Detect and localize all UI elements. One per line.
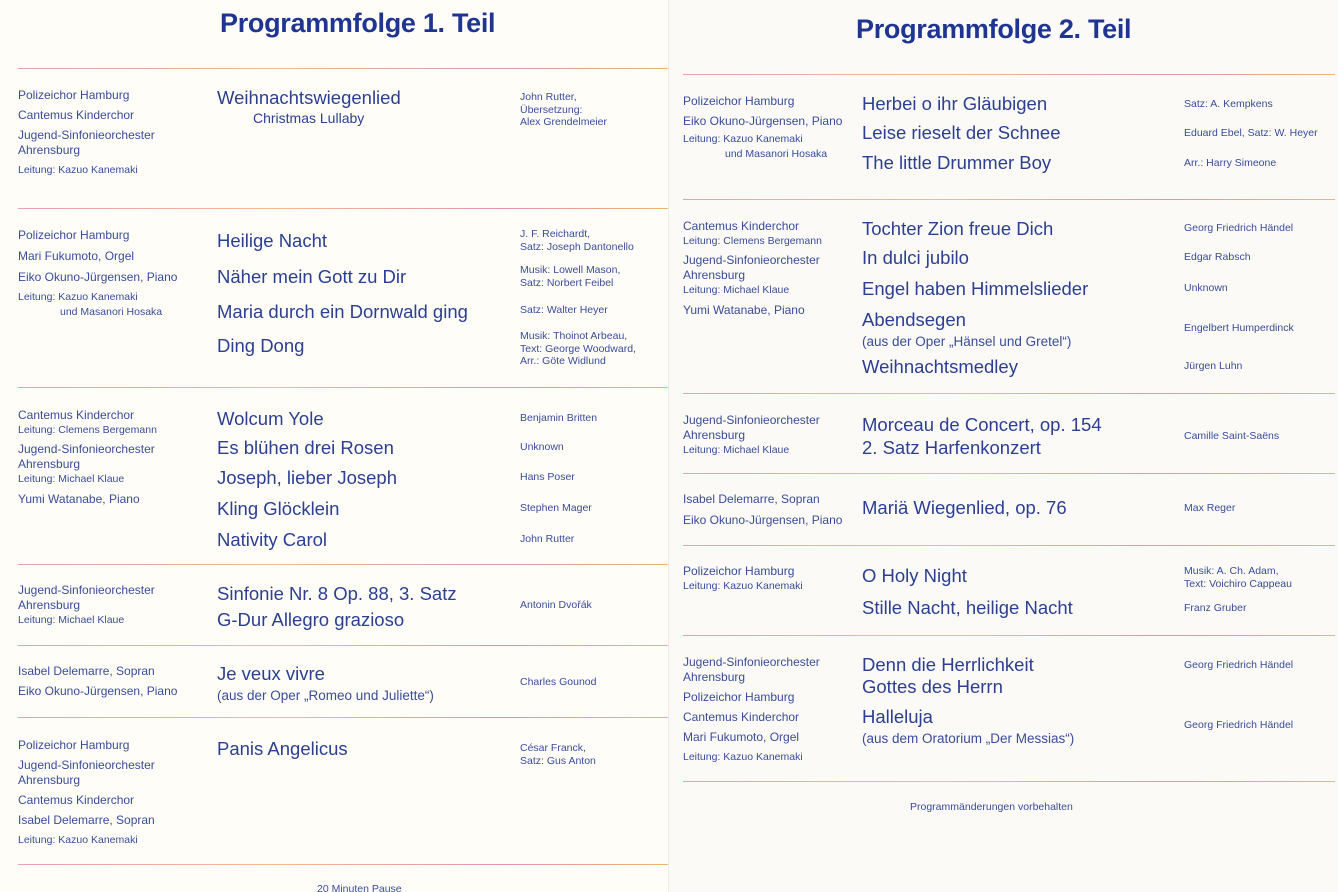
divider [683,545,1335,546]
conductor: Leitung: Michael Klaue [683,444,790,456]
piece-title: Herbei o ihr Gläubigen [862,93,1048,114]
divider [18,645,668,646]
conductor: Leitung: Kazuo Kanemaki [18,164,138,176]
composer: Benjamin Britten [520,412,598,424]
performer: Yumi Watanabe, Piano [18,492,140,506]
composer: Unknown [1184,282,1228,294]
divider [18,208,668,209]
divider [18,564,668,565]
performer: Mari Fukumoto, Orgel [683,730,800,744]
composer [1184,565,1292,590]
performer: Jugend-Sinfonieorchester [18,442,155,456]
performer: Ahrensburg [18,773,81,787]
piece-title: Abendsegen [862,309,966,330]
performer: Cantemus Kinderchor [683,219,800,233]
performers [18,228,177,320]
divider [683,473,1335,474]
composer-line: Arr.: Göte Widlund [520,355,606,367]
composer [520,264,620,289]
piece-subtitle: (aus der Oper „Romeo und Juliette“) [217,688,434,703]
piece-title: Mariä Wiegenlied, op. 76 [862,497,1067,518]
composer-line: Übersetzung: [520,103,583,116]
piece-title: Engel haben Himmelslieder [862,278,1089,299]
composer: Franz Gruber [1184,602,1247,614]
performer: Eiko Okuno-Jürgensen, Piano [683,513,843,527]
performer: Jugend-Sinfonieorchester [683,413,820,427]
performer: Jugend-Sinfonieorchester [683,253,820,267]
composer-line: John Rutter, [520,91,577,103]
performer: Ahrensburg [18,143,81,157]
divider [18,717,668,718]
piece-title: O Holy Night [862,565,967,586]
performer: Jugend-Sinfonieorchester [683,655,820,669]
conductor: Leitung: Kazuo Kanemaki [683,133,803,145]
performer: Ahrensburg [18,457,81,471]
piece-title: In dulci jubilo [862,247,969,268]
piece-title: Wolcum Yole [217,408,324,429]
conductor: Leitung: Kazuo Kanemaki [18,291,138,303]
composer: Max Reger [1184,502,1236,514]
composer: John Rutter [520,533,575,545]
composer [520,330,636,368]
piece-title: 2. Satz Harfenkonzert [862,437,1041,458]
conductor: Leitung: Michael Klaue [683,284,790,296]
composer-line: Text: Voichiro Cappeau [1184,577,1292,590]
piece-title: Leise rieselt der Schnee [862,122,1061,143]
performer: Cantemus Kinderchor [683,710,800,724]
composer: Camille Saint-Saëns [1184,430,1280,442]
conductor: Leitung: Clemens Bergemann [683,235,822,247]
divider [683,74,1335,75]
piece-title: Nativity Carol [217,529,327,550]
performer: Jugend-Sinfonieorchester [18,128,155,142]
composer: Charles Gounod [520,676,597,688]
composer-line: César Franck, [520,742,586,754]
performer: Polizeichor Hamburg [18,228,130,242]
composer: Edgar Rabsch [1184,251,1251,263]
piece-title: Gottes des Herrn [862,676,1003,697]
performer: Jugend-Sinfonieorchester [18,758,155,772]
divider [18,387,668,388]
piece-title: Weihnachtswiegenlied [217,87,401,108]
conductor: Leitung: Kazuo Kanemaki [18,834,138,846]
performer: Polizeichor Hamburg [683,94,795,108]
composer [520,228,634,253]
performer: Ahrensburg [683,428,746,442]
performer: Jugend-Sinfonieorchester [18,583,155,597]
composer: Georg Friedrich Händel [1184,659,1294,671]
piece-title: Kling Glöcklein [217,498,340,519]
performer: Cantemus Kinderchor [18,408,135,422]
piece-title: Joseph, lieber Joseph [217,467,397,488]
piece-subtitle: (aus dem Oratorium „Der Messias“) [862,731,1075,746]
conductor: Leitung: Clemens Bergemann [18,424,157,436]
performers [683,564,803,594]
conductor: Leitung: Kazuo Kanemaki [683,580,803,592]
performer: Mari Fukumoto, Orgel [18,249,135,263]
performers [683,219,822,318]
composer: Arr.: Harry Simeone [1184,157,1277,169]
composer-line: Text: George Woodward, [520,342,636,355]
performer: Eiko Okuno-Jürgensen, Piano [18,270,178,284]
piece-title: Denn die Herrlichkeit [862,654,1034,675]
composer: Georg Friedrich Händel [1184,719,1294,731]
performer: Polizeichor Hamburg [18,88,130,102]
piece-subtitle: Christmas Lullaby [253,110,365,126]
piece-title: Maria durch ein Dornwald ging [217,301,468,322]
performer: Eiko Okuno-Jürgensen, Piano [683,114,843,128]
conductor: Leitung: Michael Klaue [18,473,125,485]
divider [18,864,668,865]
performers [683,94,842,162]
performer: Polizeichor Hamburg [18,738,130,752]
composer-line: Satz: Norbert Feibel [520,276,614,289]
piece-title: Es blühen drei Rosen [217,437,394,458]
piece-title: Stille Nacht, heilige Nacht [862,597,1073,618]
performer: Ahrensburg [683,670,746,684]
composer [520,742,596,767]
performer: Isabel Delemarre, Sopran [683,492,820,506]
program-note: Programmänderungen vorbehalten [910,801,1073,813]
performers [683,492,842,528]
composer [520,91,607,129]
composer-line: Musik: Thoinot Arbeau, [520,330,628,342]
performer: Isabel Delemarre, Sopran [18,664,155,678]
divider [18,68,668,69]
performers [18,88,155,178]
performer: Polizeichor Hamburg [683,564,795,578]
page-title: Programmfolge 2. Teil [856,14,1132,44]
piece-title: Heilige Nacht [217,230,328,251]
performers [18,583,155,628]
piece-title: Sinfonie Nr. 8 Op. 88, 3. Satz [217,583,457,604]
performers [18,408,157,507]
composer: Satz: Walter Heyer [520,304,608,316]
program-page-part-2 [670,0,1338,892]
composer: Hans Poser [520,471,575,483]
piece-title: Panis Angelicus [217,738,348,759]
composer: Georg Friedrich Händel [1184,222,1294,234]
composer: Engelbert Humperdinck [1184,322,1294,334]
divider [683,781,1335,782]
conductor: Leitung: Michael Klaue [18,614,125,626]
piece-title: Weihnachtsmedley [862,356,1018,377]
performers [683,413,820,458]
performers [18,664,177,699]
piece-title: Ding Dong [217,335,305,356]
performer: Eiko Okuno-Jürgensen, Piano [18,684,178,698]
divider [683,393,1335,394]
composer: Eduard Ebel, Satz: W. Heyer [1184,127,1318,139]
performer: Isabel Delemarre, Sopran [18,813,155,827]
piece-title: Je veux vivre [217,663,325,684]
composer-line: Satz: Gus Anton [520,754,596,767]
piece-title: Näher mein Gott zu Dir [217,266,407,287]
divider [683,199,1335,200]
performer: Ahrensburg [683,268,746,282]
performers [18,738,155,848]
composer: Antonin Dvořák [520,599,592,611]
performer: Yumi Watanabe, Piano [683,303,805,317]
performer: Ahrensburg [18,598,81,612]
performer: Cantemus Kinderchor [18,108,135,122]
composer: Stephen Mager [520,502,592,514]
composer-line: Musik: Lowell Mason, [520,264,621,276]
piece-title: Tochter Zion freue Dich [862,218,1054,239]
composer-line: Musik: A. Ch. Adam, [1184,565,1279,577]
performers [683,655,820,765]
composer-line: J. F. Reichardt, [520,228,591,240]
piece-title: Halleluja [862,706,933,727]
composer: Unknown [520,441,564,453]
piece-title: The little Drummer Boy [862,152,1052,173]
intermission-note: 20 Minuten Pause [317,883,402,892]
composer: Satz: A. Kempkens [1184,98,1273,110]
performer: Cantemus Kinderchor [18,793,135,807]
page-title: Programmfolge 1. Teil [220,8,496,38]
conductor: und Masanori Hosaka [60,306,163,318]
piece-title: G-Dur Allegro grazioso [217,609,405,630]
composer-line: Alex Grendelmeier [520,116,607,128]
piece-subtitle: (aus der Oper „Hänsel und Gretel“) [862,334,1072,349]
conductor: Leitung: Kazuo Kanemaki [683,751,803,763]
composer-line: Satz: Joseph Dantonello [520,240,634,253]
composer: Jürgen Luhn [1184,360,1243,372]
conductor: und Masanori Hosaka [725,148,828,160]
piece-title: Morceau de Concert, op. 154 [862,414,1102,435]
divider [683,635,1335,636]
performer: Polizeichor Hamburg [683,690,795,704]
